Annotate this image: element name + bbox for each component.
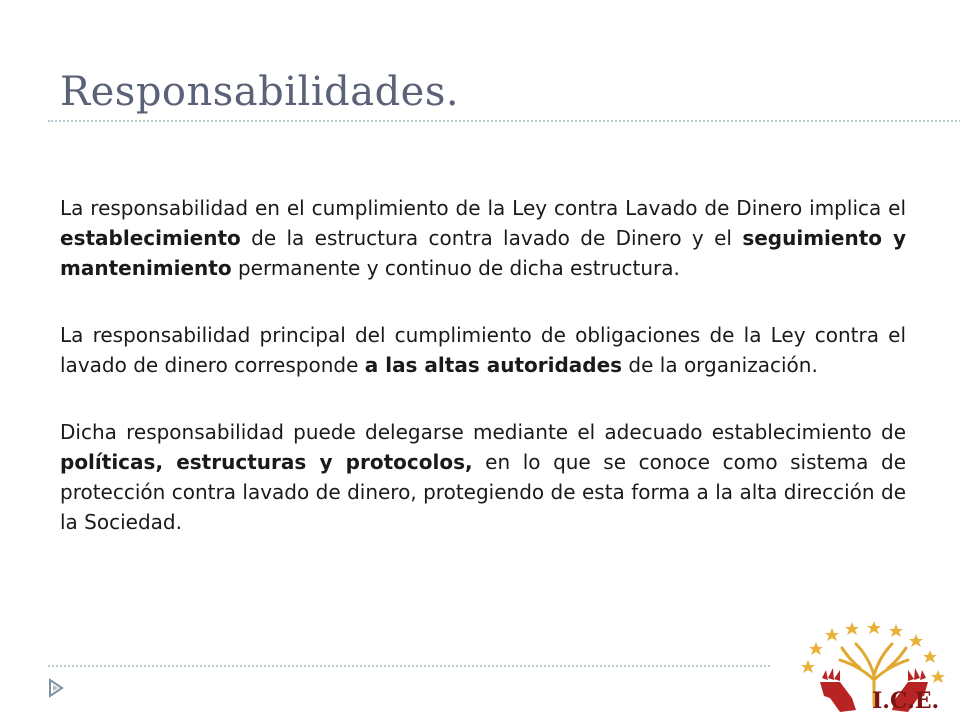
paragraph-text: de la estructura contra lavado de Dinero y el [240, 226, 743, 250]
paragraph-text: permanente y continuo de dicha estructura. [231, 256, 680, 280]
slide-body [60, 193, 906, 574]
paragraph-text: La responsabilidad en el cumplimiento de la Ley contra Lavado de Dinero implica el [60, 196, 906, 220]
paragraph-text: Dicha responsabilidad puede delegarse mediante el adecuado establecimiento de [60, 420, 906, 444]
paragraph-3 [60, 417, 906, 537]
emphasis-text: a las altas autoridades [364, 353, 623, 377]
emphasis-text: políticas, estructuras y protocolos, [60, 450, 473, 474]
emphasis-text: seguimiento y mantenimiento [60, 226, 907, 280]
title-divider [48, 120, 960, 122]
footer-divider [48, 665, 770, 667]
paragraph-text: de la organización. [622, 353, 818, 377]
paragraph-text: La responsabilidad principal del cumplimiento de obligaciones de la Ley contra el lavado de dinero corresponde [60, 323, 906, 377]
slide-title: Responsabilidades. [60, 69, 460, 115]
emphasis-text: establecimiento [60, 226, 241, 250]
logo-text: I.C.E. [872, 688, 940, 714]
paragraph-text: en lo que se conoce como sistema de protección contra lavado de dinero, protegiendo de esta forma a la alta dirección de la Sociedad. [60, 450, 906, 534]
paragraph-2 [60, 320, 906, 380]
paragraph-1 [60, 193, 906, 283]
triangle-right-icon [48, 678, 64, 698]
